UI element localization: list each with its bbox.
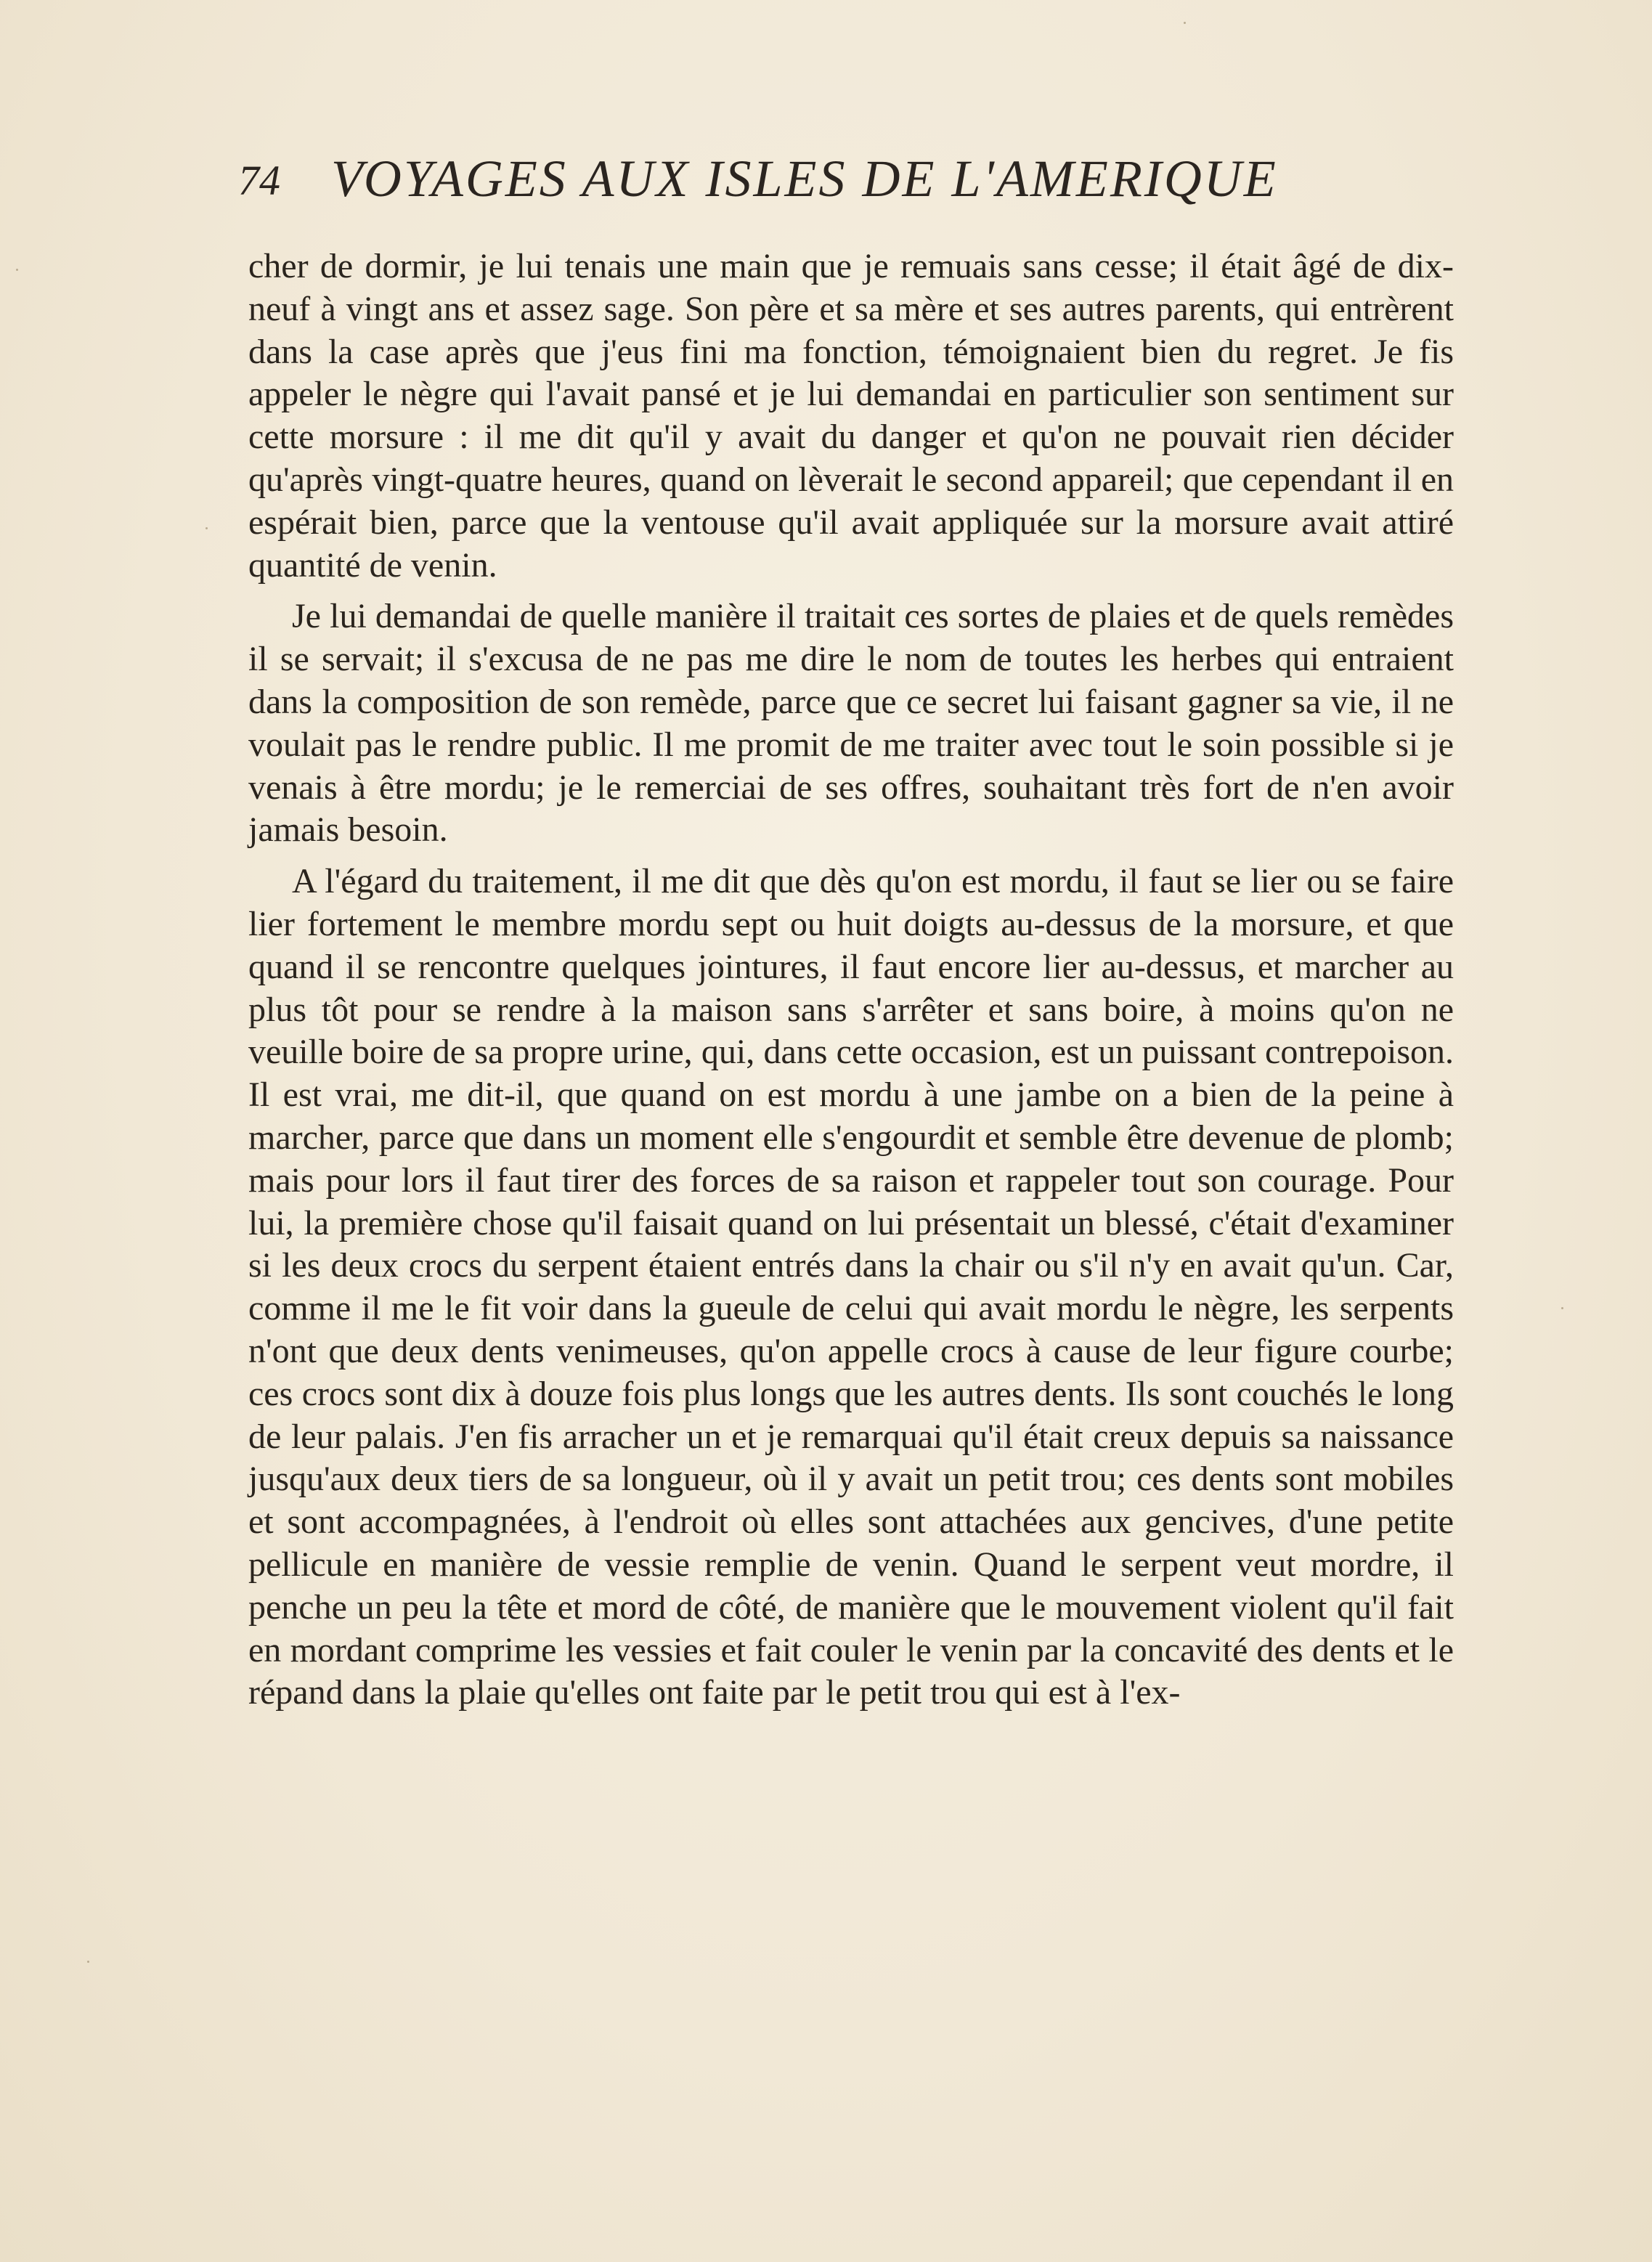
page-header (238, 149, 1487, 214)
paragraph-2: Je lui demandai de quelle manière il traitait ces sortes de plaies et de quels remèdes il se servait; il s'excusa de ne pas me dire le nom de toutes les herbes qui entraient dans la composition de son remède, parce que ce secret lui faisant gagner sa vie, il ne voulait pas le rendre public. Il me promit de me traiter avec tout le soin possible si je venais à être mordu; je le remerciai de ses offres, souhaitant très fort de n'en avoir jamais besoin. (248, 597, 1454, 850)
paper-speck (1184, 22, 1186, 24)
paper-speck (1561, 1307, 1563, 1309)
paragraph-1: cher de dormir, je lui tenais une main que je remuais sans cesse; il était âgé de dix-neuf à vingt ans et assez sage. Son père et sa mère et ses autres parents, qui entrèrent dans la case après que j'eus fini ma fonction, témoignaient bien du regret. Je fis appeler le nègre qui l'avait pansé et je lui demandai en particulier son sentiment sur cette morsure : il me dit qu'il y avait du danger et qu'on ne pouvait rien décider qu'après vingt-quatre heures, quand on lèverait le second appareil; que cependant il en espérait bien, parce que la ventouse qu'il avait appliquée sur la morsure avait attiré quantité de venin. (248, 247, 1454, 585)
page-number: 74 (238, 157, 280, 204)
body-text (248, 245, 1454, 1714)
paper-speck (16, 269, 18, 271)
paper-speck (87, 1961, 89, 1963)
paper-speck (206, 527, 208, 529)
paragraph-3: A l'égard du traitement, il me dit que dès qu'on est mordu, il faut se lier ou se faire lier fortement le membre mordu sept ou huit doigts au-dessus de la morsure, et que quand il se rencontre quelques jointures, il faut encore lier au-dessus, et marcher au plus tôt pour se rendre à la maison sans s'arrêter et sans boire, à moins qu'on ne veuille boire de sa propre urine, qui, dans cette occasion, est un puissant contrepoison. Il est vrai, me dit-il, que quand on est mordu à une jambe on a bien de la peine à marcher, parce que dans un moment elle s'engourdit et semble être devenue de plomb; mais pour lors il faut tirer des forces de sa raison et rappeler tout son courage. Pour lui, la première chose qu'il faisait quand on lui présentait un blessé, c'était d'examiner si les deux crocs du serpent étaient entrés dans la chair ou s'il n'y en avait qu'un. Car, comme il me le fit voir dans la gueule de celui qui avait mordu le nègre, les serpents n'ont que deux dents venimeuses, qu'on appelle crocs à cause de leur figure courbe; ces crocs sont dix à douze fois plus longs que les autres dents. Ils sont couchés le long de leur palais. J'en fis arracher un et je remarquai qu'il était creux depuis sa naissance jusqu'aux deux tiers de sa longueur, où il y avait un petit trou; ces dents sont mobiles et sont accompagnées, à l'endroit où elles sont attachées aux gencives, d'une petite pellicule en manière de vessie remplie de venin. Quand le serpent veut mordre, il penche un peu la tête et mord de côté, de manière que le mouvement violent qu'il fait en mordant comprime les vessies et fait couler le venin par la concavité des dents et le répand dans la plaie qu'elles ont faite par le petit trou qui est à l'ex- (248, 862, 1454, 1712)
running-title: VOYAGES AUX ISLES DE L'AMERIQUE (331, 150, 1278, 208)
